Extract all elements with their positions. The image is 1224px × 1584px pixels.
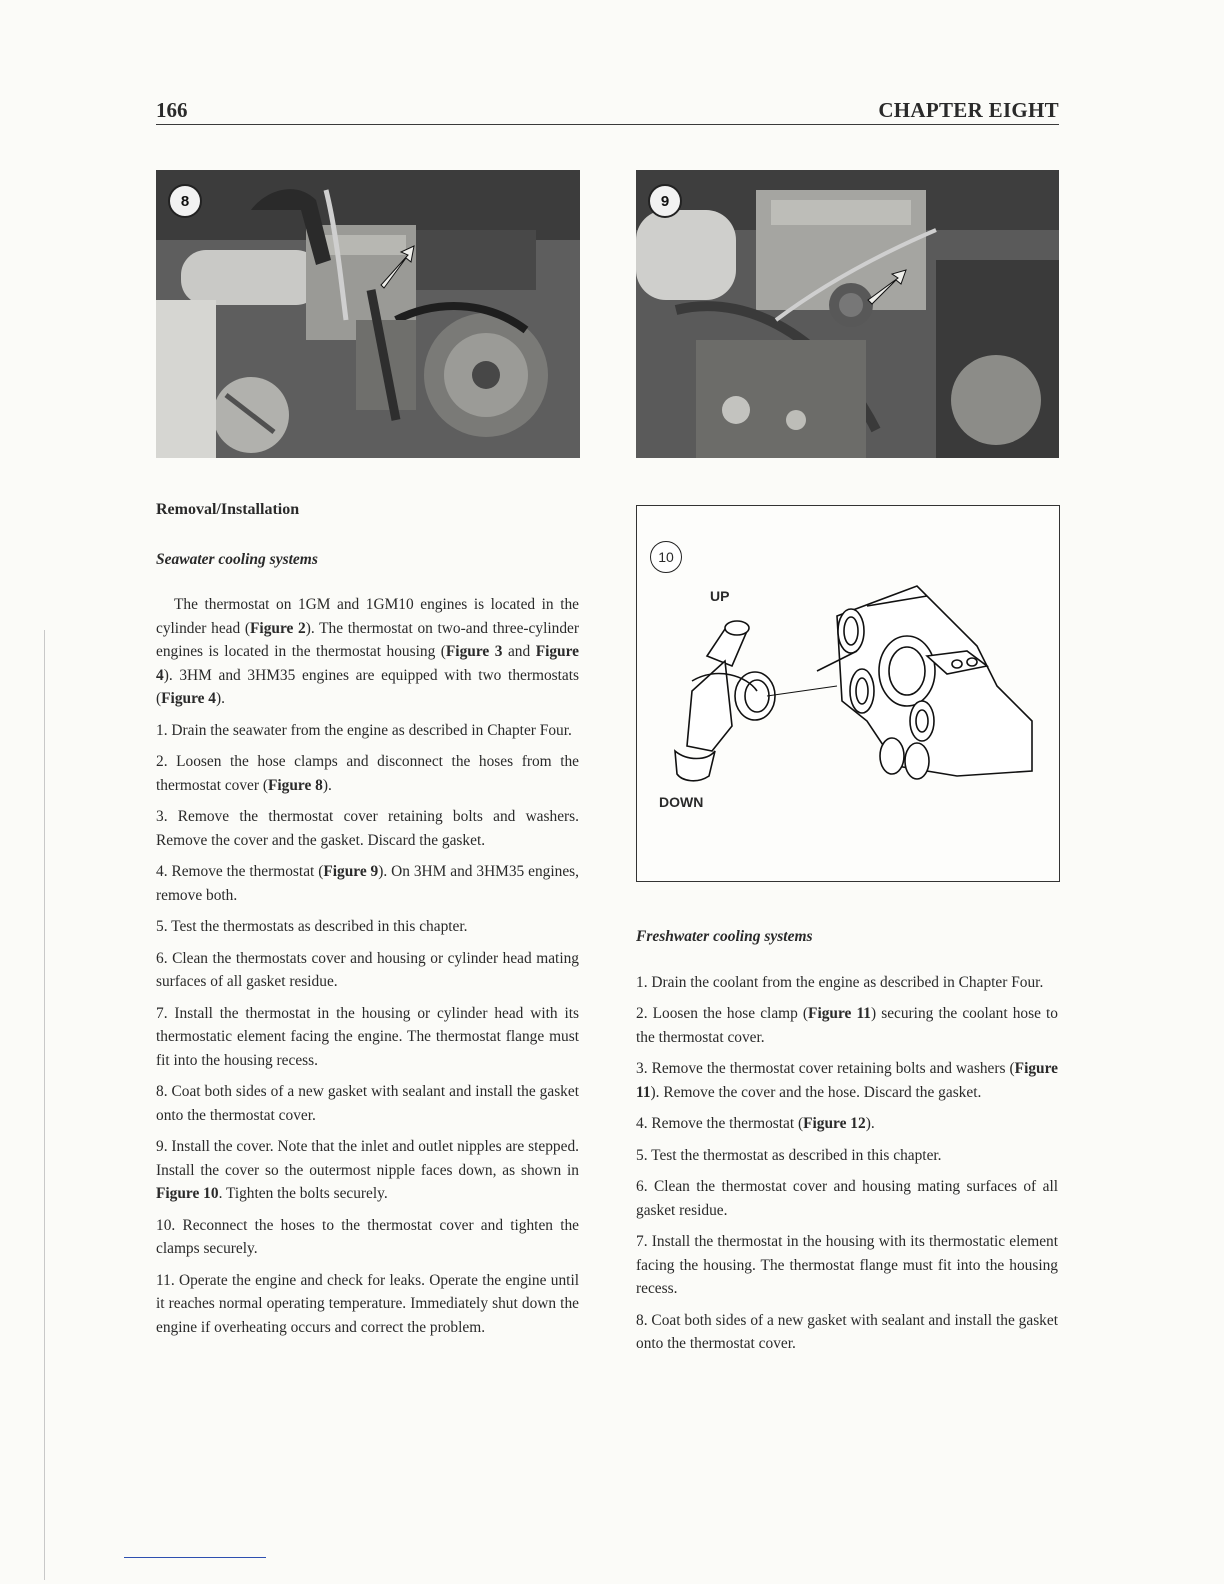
- fw-step-6: 6. Clean the thermostat cover and housing mating surfaces of all gasket residue.: [636, 1178, 1058, 1219]
- step-3: 3. Remove the thermostat cover retaining bolts and washers. Remove the cover and the gasket. Discard the gasket.: [156, 808, 579, 849]
- subsection-heading-freshwater: Freshwater cooling systems: [636, 928, 813, 945]
- step-9: 9. Install the cover. Note that the inlet and outlet nipples are stepped. Install the cover so the outermost nipple faces down, as shown in Figure 10. Tighten the bolts securely.: [156, 1138, 579, 1202]
- chapter-title: CHAPTER EIGHT: [878, 98, 1059, 122]
- section-heading: Removal/Installation: [156, 501, 300, 518]
- left-text-column: [156, 498, 579, 1347]
- up-label: UP: [710, 588, 730, 604]
- fw-step-7: 7. Install the thermostat in the housing with its thermostatic element facing the housing. The thermostat flange must fit into the housing recess.: [636, 1233, 1058, 1297]
- fw-step-2: 2. Loosen the hose clamp (Figure 11) securing the coolant hose to the thermostat cover.: [636, 1005, 1058, 1046]
- step-5: 5. Test the thermostats as described in this chapter.: [156, 918, 468, 935]
- intro-paragraph: The thermostat on 1GM and 1GM10 engines is located in the cylinder head (Figure 2). The thermostat on two-and three-cylinder engines is located in the thermostat housing (Figure 3 and Figure 4). 3HM and 3HM35 engines are equipped with two thermostats (Figure 4).: [156, 596, 580, 707]
- footer-rule: [124, 1557, 266, 1558]
- step-6: 6. Clean the thermostats cover and housing or cylinder head mating surfaces of all gasket residue.: [156, 949, 579, 990]
- down-label: DOWN: [659, 794, 704, 810]
- page-header: [156, 96, 1059, 125]
- step-8: 8. Coat both sides of a new gasket with sealant and install the gasket onto the thermostat cover.: [156, 1083, 579, 1124]
- figure-10-diagram: [636, 505, 1060, 882]
- fw-step-1: 1. Drain the coolant from the engine as described in Chapter Four.: [636, 973, 1044, 991]
- figure-9-badge: 9: [648, 184, 682, 218]
- step-10: 10. Reconnect the hoses to the thermostat cover and tighten the clamps securely.: [156, 1216, 579, 1257]
- fw-step-8: 8. Coat both sides of a new gasket with sealant and install the gasket onto the thermostat cover.: [636, 1311, 1058, 1352]
- figure-8-badge: 8: [168, 184, 202, 218]
- scan-edge-line: [44, 630, 45, 1580]
- step-11: 11. Operate the engine and check for leaks. Operate the engine until it reaches normal operating temperature. Immediately shut down the engine if overheating occurs and correct the problem.: [156, 1271, 579, 1336]
- page-number: 166: [156, 98, 188, 122]
- step-7: 7. Install the thermostat in the housing or cylinder head with its thermostatic element facing the engine. The thermostat flange must fit into the housing recess.: [156, 1004, 579, 1069]
- step-2: 2. Loosen the hose clamps and disconnect the hoses from the thermostat cover (Figure 8).: [156, 753, 579, 794]
- engine-photo-illustration: [636, 170, 1059, 458]
- figure-9-photo: [636, 170, 1059, 458]
- figure-10-badge: 10: [650, 541, 682, 573]
- step-1: 1. Drain the seawater from the engine as described in Chapter Four.: [156, 721, 572, 739]
- subsection-heading: Seawater cooling systems: [156, 550, 318, 568]
- fw-step-3: 3. Remove the thermostat cover retaining bolts and washers (Figure 11). Remove the cover and the hose. Discard the gasket.: [636, 1060, 1058, 1101]
- fw-step-5: 5. Test the thermostat as described in this chapter.: [636, 1146, 942, 1164]
- fw-step-4: 4. Remove the thermostat (Figure 12).: [636, 1115, 875, 1132]
- engine-photo-illustration: [156, 170, 580, 458]
- right-text-column: [636, 925, 1058, 1364]
- figure-8-photo: [156, 170, 580, 458]
- thermostat-cover-drawing: [637, 506, 1059, 881]
- step-4: 4. Remove the thermostat (Figure 9). On 3HM and 3HM35 engines, remove both.: [156, 863, 580, 904]
